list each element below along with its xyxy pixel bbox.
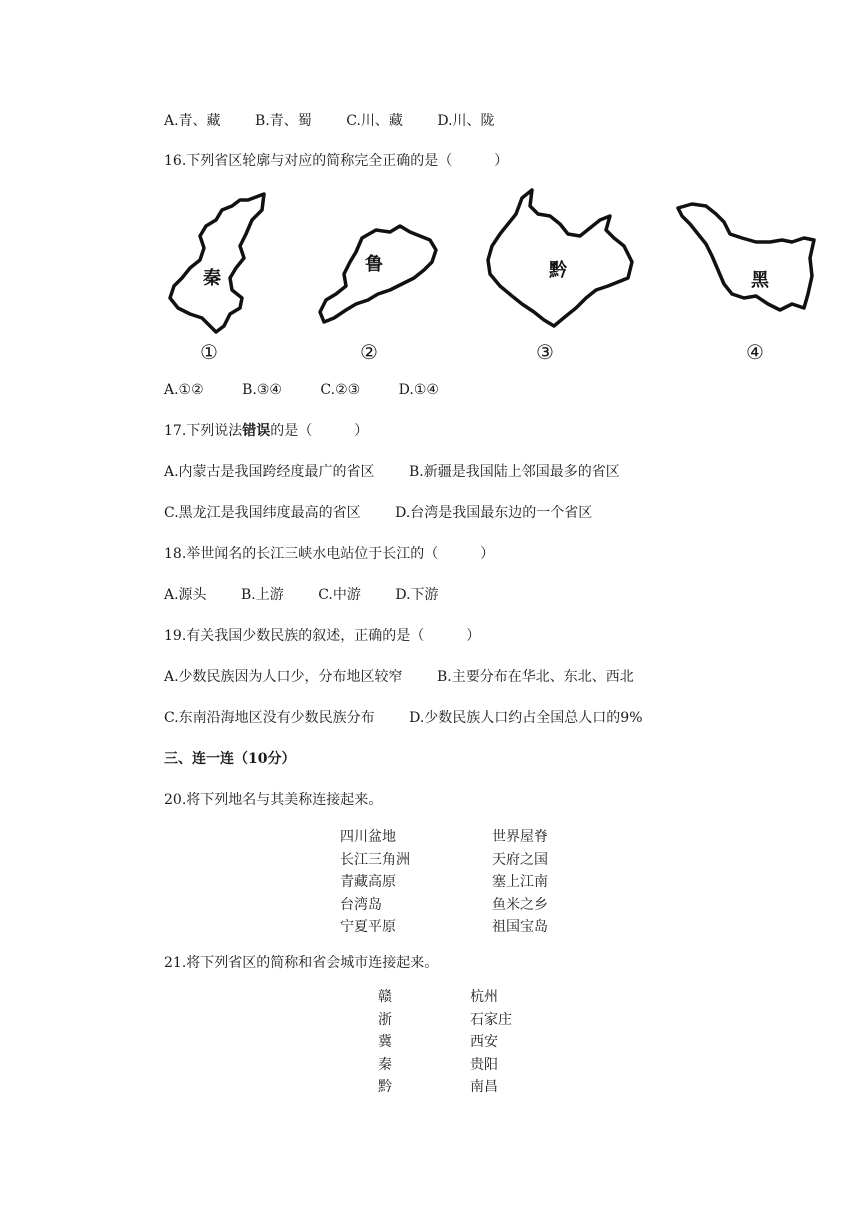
q19-options-row1 <box>164 667 634 687</box>
q19-option-c: C.东南沿海地区没有少数民族分布 <box>164 710 375 726</box>
q16-option-b: B.③④ <box>242 382 282 398</box>
q15-option-c: C.川、藏 <box>346 113 403 129</box>
q18-option-b: B.上游 <box>241 587 284 603</box>
q20-left-item: 四川盆地 <box>340 829 396 845</box>
q18-options <box>164 585 439 605</box>
map-heilongjiang <box>672 186 820 364</box>
q20-left-item: 台湾岛 <box>340 896 382 913</box>
q18-stem: 18.举世闻名的长江三峡水电站位于长江的（ ） <box>164 546 495 562</box>
map-guizhou-label <box>482 186 642 364</box>
map-number-2: ② <box>360 340 378 364</box>
q15-option-d: D.川、陇 <box>437 113 495 129</box>
q15-option-a: A.青、藏 <box>164 113 221 129</box>
heilongjiang-outline-icon <box>672 186 820 336</box>
q20-right-item: 天府之国 <box>492 851 548 868</box>
q20-right-item: 世界屋脊 <box>492 829 548 845</box>
q21-left-item: 黔 <box>378 1079 392 1095</box>
q19-stem: 19.有关我国少数民族的叙述，正确的是（ ） <box>164 628 481 644</box>
map-label-qin: 秦 <box>203 268 221 289</box>
q20-left-item: 青藏高原 <box>340 874 396 890</box>
q16-option-c: C.②③ <box>320 382 361 398</box>
map-shandong <box>316 186 446 364</box>
q16-option-a: A.①② <box>164 382 204 398</box>
q18-option-a: A.源头 <box>164 587 207 603</box>
q17-stem <box>164 421 368 441</box>
yunnan-outline-icon <box>482 186 642 336</box>
q20-stem: 20.将下列地名与其美称连接起来。 <box>164 792 383 808</box>
q17-option-a: A.内蒙古是我国跨经度最广的省区 <box>164 464 375 480</box>
q19-options-row2 <box>164 708 643 728</box>
q21-left-column <box>378 986 392 1099</box>
q18-option-c: C.中游 <box>318 587 361 603</box>
q20-left-item: 宁夏平原 <box>340 919 396 935</box>
q20-right-item: 塞上江南 <box>492 874 548 890</box>
map-number-1: ① <box>200 340 218 364</box>
q17-stem-emphasis: 错误 <box>242 423 271 439</box>
q19-option-b: B.主要分布在华北、东北、西北 <box>437 669 634 685</box>
map-label-hei: 黑 <box>751 270 769 291</box>
q20-left-item: 长江三角洲 <box>340 851 410 868</box>
q16-province-outlines <box>160 186 820 372</box>
q17-option-b: B.新疆是我国陆上邻国最多的省区 <box>409 464 620 480</box>
q18-option-d: D.下游 <box>395 587 439 603</box>
q21-right-item: 西安 <box>470 1034 498 1050</box>
map-shaanxi <box>160 186 280 364</box>
map-label-lu: 鲁 <box>365 254 383 275</box>
q21-right-item: 杭州 <box>470 989 498 1005</box>
q21-stem: 21.将下列省区的简称和省会城市连接起来。 <box>164 955 439 971</box>
q20-left-column <box>340 826 410 939</box>
q17-stem-before: 17.下列说法 <box>164 423 243 439</box>
q19-option-a: A.少数民族因为人口少，分布地区较窄 <box>164 669 403 685</box>
q15-options <box>164 111 495 131</box>
q16-stem: 16.下列省区轮廓与对应的简称完全正确的是（ ） <box>164 153 509 169</box>
q20-right-column <box>492 826 548 939</box>
shaanxi-outline-icon <box>160 186 280 336</box>
q15-option-b: B.青、蜀 <box>255 113 312 129</box>
q17-option-c: C.黑龙江是我国纬度最高的省区 <box>164 505 361 521</box>
section-3-heading: 三、连一连（10分） <box>164 751 296 767</box>
q21-right-item: 石家庄 <box>470 1011 512 1028</box>
q19-option-d: D.少数民族人口约占全国总人口的9% <box>409 710 643 726</box>
q21-left-item: 秦 <box>378 1056 392 1073</box>
q17-options-row1 <box>164 462 620 482</box>
q17-options-row2 <box>164 503 592 523</box>
map-number-4: ④ <box>746 340 764 364</box>
q21-left-item: 浙 <box>378 1011 392 1028</box>
q21-left-item: 冀 <box>378 1034 392 1050</box>
q20-right-item: 祖国宝岛 <box>492 919 548 935</box>
q20-right-item: 鱼米之乡 <box>492 896 548 913</box>
q21-right-item: 贵阳 <box>470 1056 498 1073</box>
q17-option-d: D.台湾是我国最东边的一个省区 <box>395 505 593 521</box>
q17-stem-after: 的是（ ） <box>270 423 369 439</box>
map-number-3: ③ <box>536 340 554 364</box>
q16-options <box>164 380 439 400</box>
shandong-outline-icon <box>316 186 446 336</box>
q21-right-item: 南昌 <box>470 1079 498 1095</box>
q21-right-column <box>470 986 512 1099</box>
q21-left-item: 赣 <box>378 989 392 1005</box>
map-label-qian: 黔 <box>549 260 567 281</box>
q16-option-d: D.①④ <box>398 382 439 398</box>
